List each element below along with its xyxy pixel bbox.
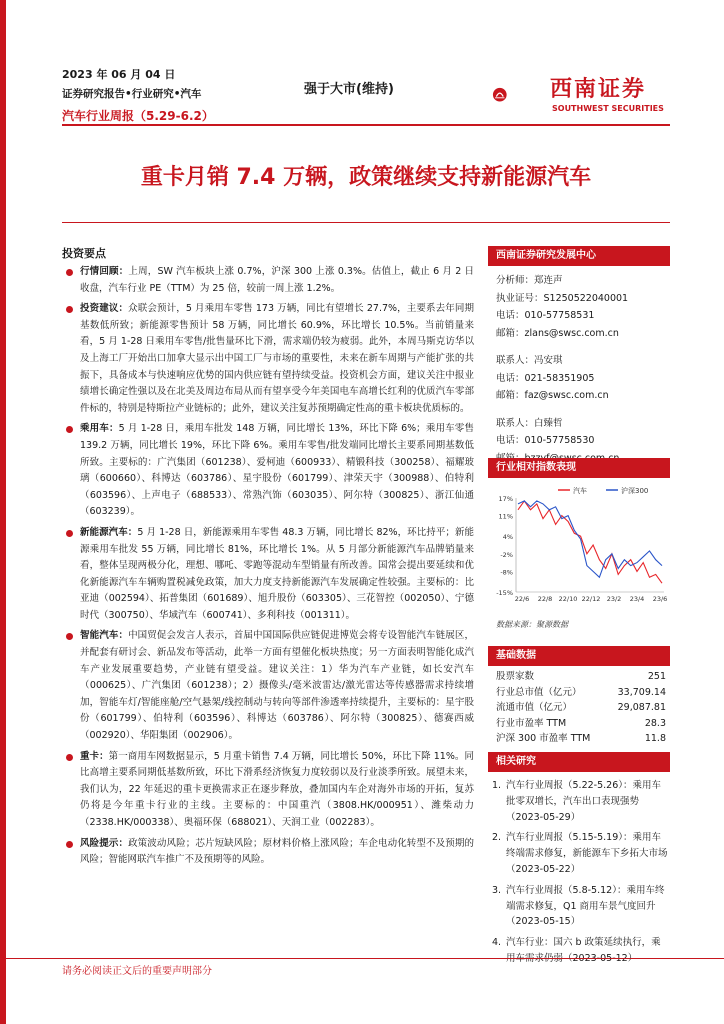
para-text: 第一商用车网数据显示，5 月重卡销售 7.4 万辆，同比增长 50%，环比下降 11%。同比高增主要系同期低基数所致，环比下滑系经济恢复力度较弱以及行业淡季所致。展望未来，我们认为，22 年延迟的重卡更换需求正在逐步释放，叠加国内车企对海外市场的开拓，复苏仍将是今年重卡行业的主线。主要标的：中国重汽（3808.HK/000951）、潍柴动力（2338.HK/000338）、奥福环保（688021）、天润工业（002283）。 <box>80 750 474 828</box>
chart-x-tick-label: 23/6 <box>652 595 668 603</box>
related-report[interactable] <box>492 778 670 825</box>
report-type: 证券研究报告•行业研究•汽车 <box>62 88 202 100</box>
header-divider <box>62 124 670 126</box>
related-index: 2. <box>492 832 502 844</box>
related-research-heading: 相关研究 <box>488 752 670 772</box>
basic-value: 29,087.81 <box>617 702 666 714</box>
bullet-icon <box>66 306 73 313</box>
company-logo <box>492 70 548 120</box>
basic-row <box>488 700 670 716</box>
basic-row <box>488 731 670 747</box>
related-title: 汽车行业：国六 b 政策延续执行，乘 <box>506 937 661 949</box>
related-title: 汽车行业周报（5.15-5.19）：乘用车终端需求修复，新能源车下乡拓大市场（2023-05-22） <box>506 832 668 875</box>
analyst-cert: 执业证号：S1250522040001 <box>496 292 629 304</box>
chart-y-tick-label: -8% <box>500 568 513 577</box>
basic-row <box>488 685 670 701</box>
chart-y-tick-label: -15% <box>496 589 513 597</box>
chart-y-tick-label: 4% <box>502 533 513 542</box>
chart-x-tick-label: 22/10 <box>558 595 578 603</box>
chart-y-tick-label: -2% <box>500 550 513 559</box>
related-title: 汽车行业周报（5.22-5.26）：乘用车批零双增长，汽车出口表现强势（2023-05-29） <box>506 780 661 823</box>
para-label: 智能汽车： <box>80 630 129 642</box>
para-label: 行情回顾： <box>80 266 129 277</box>
basic-key: 股票家数 <box>496 671 535 682</box>
para-text: 5 月 1-28 日，新能源乘用车零售 48.3 万辆，同比增长 82%，环比持平；新能源乘用车批发 55 万辆，同比增长 81%，环比增长 1%。从 5 月部分新能源汽车品牌销量来看，整体呈现两极分化，理想、哪吒、零跑等混动车型销量有所改善。国常会提出要延续和优化新能源汽车车辆购置税减免政策，加大力度支持新能源汽车发展确定性较强。主要标的：比亚迪（002594）、拓普集团（601689）、旭升股份（603305）、三花智控（002050）、宁德时代（300750）、华域汽车（600741）、多利科技（001311）。 <box>80 526 474 621</box>
para-text: 上周，SW 汽车板块上涨 0.7%，沪深 300 上涨 0.3%。估值上，截止 6 月 2 日收盘，汽车行业 PE（TTM）为 25 倍，较前一周上涨 1.2%。 <box>80 266 474 294</box>
chart-legend-label: 沪深300 <box>621 487 649 495</box>
bullet-icon <box>66 633 73 640</box>
bullet-icon <box>66 754 73 761</box>
basic-value: 11.8 <box>644 733 666 745</box>
related-report[interactable] <box>492 935 670 967</box>
basic-row <box>488 669 670 685</box>
bullet-icon <box>66 530 73 537</box>
perf-panel-heading-wrap <box>488 458 670 478</box>
para-label: 投资建议： <box>80 303 129 315</box>
chart-y-tick-label: 11% <box>498 512 513 521</box>
industry-rating: 强于大市(维持) <box>304 82 394 97</box>
logo-text-cn: 西南证券 <box>550 76 647 102</box>
para-label: 重卡： <box>80 750 109 762</box>
report-date: 2023 年 06 月 04 日 <box>62 68 176 81</box>
contact-email[interactable]: 邮箱：faz@swsc.com.cn <box>496 390 609 401</box>
basic-data-heading: 基础数据 <box>488 646 670 666</box>
section-title: 投资要点 <box>62 247 106 260</box>
section-divider <box>62 222 670 223</box>
para-text: 5 月 1-28 日，乘用车批发 148 万辆，同比增长 13%，环比下降 6%；乘用车零售 139.2 万辆，同比增长 19%，环比下降 6%。乘用车零售/批发端同比增长主要系同期基数低所致。主要标的：广汽集团（601238）、爱柯迪（600933）、精锻科技（300258）、福耀玻璃（600660）、科博达（603786）、星宇股份（601799）、津荣天宇（300988）、伯特利（603596）、上声电子（688533）、常熟汽饰（603035）、阿尔特（300825）、浙江仙通（603239）。 <box>80 423 474 518</box>
main-content <box>62 264 474 873</box>
footer-disclaimer[interactable]: 请务必阅读正文后的重要声明部分 <box>62 966 212 977</box>
report-week: 汽车行业周报（5.29-6.2） <box>62 109 214 123</box>
analyst-list <box>488 266 670 467</box>
page-title: 重卡月销 7.4 万辆，政策继续支持新能源汽车 <box>140 165 592 190</box>
basic-key: 流通市值（亿元） <box>496 702 573 714</box>
analyst-phone: 电话：010-57758531 <box>496 310 595 321</box>
contact-phone: 电话：010-57758530 <box>496 435 595 446</box>
related-index: 1. <box>492 780 502 791</box>
para-market-review <box>62 264 474 297</box>
analyst-name: 分析师：郑连声 <box>496 275 563 286</box>
chart-x-tick-label: 22/8 <box>537 595 553 603</box>
basic-value: 28.3 <box>644 717 666 729</box>
chart-y-tick-label: 17% <box>498 495 513 503</box>
basic-value: 251 <box>647 671 666 682</box>
para-text: 众联会预计，5 月乘用车零售 173 万辆，同比有望增长 27.7%，主要系去年同期基数低所致；新能源零售预计 58 万辆，同比增长 60.9%，环比增长 10.5%。当前销量来看，5 月 1-28 日乘用车零售/批售量环比下滑，需求端仍较为疲弱。此外，本周马斯克访华以及上海工厂开始出口加拿大显示出中国工厂与市场的重要性，未来在新车周期与产能扩张的共振下，具备成本与快速响应优势的国内供应链有望持续受益。投资机会方面，建议关注中报业绩增长确定性强以及在北美及周边布局从而有望享受今年美国电车高增长红利的优质汽车零部件标的，特别是特斯拉产业链标的；此外，建议关注复苏预期确定性高的重卡板块优质标的。 <box>80 303 474 414</box>
para-smart-car <box>62 628 474 744</box>
para-risk <box>62 836 474 869</box>
footer-divider <box>0 958 724 959</box>
basic-row <box>488 716 670 732</box>
related-index: 3. <box>492 884 502 896</box>
para-text: 政策波动风险；芯片短缺风险；原材料价格上涨风险；车企电动化转型不及预期的风险；智能网联汽车推广不及预期等的风险。 <box>80 837 474 866</box>
perf-panel-heading: 行业相对指数表现 <box>488 458 670 478</box>
para-label: 新能源汽车： <box>80 526 138 538</box>
chart-legend-label: 汽车 <box>573 487 587 495</box>
bullet-icon <box>66 269 73 276</box>
chart-x-tick-label: 23/4 <box>629 595 645 603</box>
related-report[interactable] <box>492 830 670 877</box>
basic-key: 行业总市值（亿元） <box>496 686 582 698</box>
para-investment-advice <box>62 301 474 417</box>
bullet-icon <box>66 841 73 848</box>
related-report[interactable] <box>492 883 670 930</box>
related-index: 4. <box>492 937 502 949</box>
basic-key: 行业市盈率 TTM <box>496 717 567 729</box>
analyst-panel <box>488 246 670 467</box>
left-accent-bar <box>0 0 6 1024</box>
related-title: 汽车行业周报（5.8-5.12）：乘用车终端需求修复，Q1 商用车景气度回升（2023-05-15） <box>506 884 665 928</box>
para-label: 风险提示： <box>80 837 129 849</box>
analyst-panel-heading: 西南证券研究发展中心 <box>488 246 670 266</box>
contact-name: 联系人：白臻哲 <box>496 417 563 429</box>
relative-index-chart <box>488 480 670 612</box>
chart-source: 数据来源：聚源数据 <box>496 620 568 629</box>
para-heavy-truck <box>62 749 474 832</box>
logo-text-en: SOUTHWEST SECURITIES <box>552 104 664 113</box>
chart-x-tick-label: 22/6 <box>514 595 530 603</box>
chart-x-tick-label: 23/2 <box>606 595 622 603</box>
para-nev <box>62 525 474 625</box>
chart-series-line-auto <box>518 501 662 583</box>
chart-x-tick-label: 22/12 <box>581 595 601 603</box>
analyst-email[interactable]: 邮箱：zlans@swsc.com.cn <box>496 327 619 339</box>
para-text: 中国贸促会发言人表示，首届中国国际供应链促进博览会将专设智能汽车链展区，并配套有研讨会、新品发布等活动，此举一方面有望催化板块热度；另一方面表明智能化成汽车产业发展重要趋势，产业链有望受益。建议关注：1）华为汽车产业链，如长安汽车（000625）、广汽集团（601238）；2）摄像头/毫米波雷达/激光雷达等传感器需求持续增加，智能车灯/智能座舱/空气悬架/线控制动与转向等部件渗透率持续提升，主要标的：星宇股份（601799）、伯特利（603596）、科博达（603786）、阿尔特（300825）、德赛西威（002920）、华阳集团（002906）。 <box>80 630 474 742</box>
basic-data-panel <box>488 646 670 747</box>
related-research-panel <box>488 752 670 972</box>
para-label: 乘用车： <box>80 423 119 435</box>
basic-key: 沪深 300 市盈率 TTM <box>496 733 591 745</box>
para-passenger-car <box>62 421 474 521</box>
bullet-icon <box>66 426 73 433</box>
basic-value: 33,709.14 <box>617 686 666 698</box>
contact-phone: 电话：021-58351905 <box>496 372 595 384</box>
contact-name: 联系人：冯安琪 <box>496 355 563 366</box>
